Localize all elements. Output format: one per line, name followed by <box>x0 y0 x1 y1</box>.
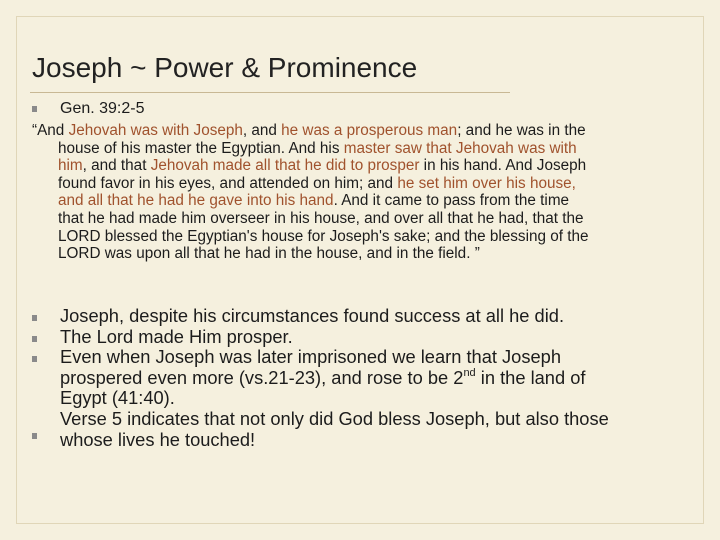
point-item: Even when Joseph was later imprisoned we learn that Joseph <box>60 346 561 368</box>
slide-title: Joseph ~ Power & Prominence <box>32 52 418 83</box>
quote-text: house of his master the Egyptian. And his <box>58 139 344 157</box>
quote-line: LORD blessed the Egyptian's house for Joseph's sake; and the blessing of the <box>58 227 589 245</box>
point-item-continued: whose lives he touched! <box>60 428 256 450</box>
bullet-icon <box>32 336 37 342</box>
highlighted-phrase: master saw that Jehovah was with <box>343 139 577 157</box>
highlighted-phrase: him <box>58 157 83 175</box>
quote-text: ; and he was in the <box>457 122 586 139</box>
quote-line <box>32 157 692 175</box>
quote-line: that he had made him overseer in his house, and over all that he had, that the <box>58 209 584 227</box>
quote-line <box>32 175 692 193</box>
quote-text: . And it came to pass from the time <box>333 192 570 210</box>
key-points <box>60 306 690 450</box>
highlighted-phrase: Jehovah made all that he did to prosper <box>150 157 420 175</box>
scripture-quote <box>32 122 692 263</box>
ordinal-suffix: nd <box>463 366 476 379</box>
bullet-icon <box>32 106 37 112</box>
point-item: The Lord made Him prosper. <box>60 325 293 347</box>
title-underline <box>30 92 510 93</box>
quote-line <box>32 192 692 210</box>
highlighted-phrase: he set him over his house, <box>397 174 576 192</box>
highlighted-phrase: and all that he had he gave into his hand <box>58 192 334 210</box>
bullet-icon <box>32 356 37 362</box>
quote-text: in his hand. And Joseph <box>419 157 587 175</box>
point-item-continued: Egypt (41:40). <box>60 387 175 409</box>
quote-line <box>32 122 692 140</box>
point-item: Joseph, despite his circumstances found success at all he did. <box>60 305 565 326</box>
scripture-reference: Gen. 39:2-5 <box>60 100 145 117</box>
quote-text: , and that <box>82 157 151 175</box>
point-text: in the land of <box>475 366 586 388</box>
point-text: prospered even more (vs.21-23), and rose to be 2 <box>60 366 464 388</box>
quote-text: “And <box>32 122 69 139</box>
point-item-continued <box>60 368 690 389</box>
quote-text: , and <box>242 122 282 139</box>
highlighted-phrase: Jehovah was with Joseph <box>68 122 243 139</box>
bullet-icon <box>32 433 37 439</box>
quote-text: found favor in his eyes, and attended on him; and <box>58 174 398 192</box>
point-item: Verse 5 indicates that not only did God bless Joseph, but also those <box>60 407 609 429</box>
highlighted-phrase: he was a prosperous man <box>281 122 458 139</box>
quote-line: LORD was upon all that he had in the house, and in the field. ” <box>58 245 480 263</box>
quote-line <box>32 140 692 158</box>
bullet-icon <box>32 315 37 321</box>
